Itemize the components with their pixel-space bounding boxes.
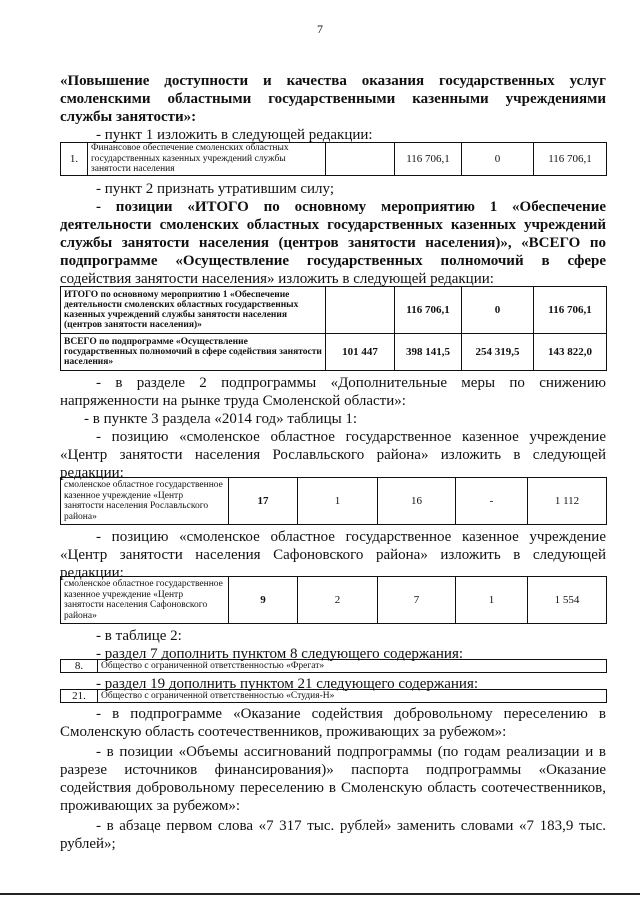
table4-c4: 1 xyxy=(456,577,528,624)
table2-row1-c4: 116 706,1 xyxy=(534,287,607,334)
item2-text: - пункт 2 признать утратившим силу; xyxy=(96,181,335,197)
table2-row1-label: ИТОГО по основному мероприятию 1 «Обеспечение деятельности смоленских областных государственных казенных учреждений службы занятости населения (центров занятости населения)» xyxy=(61,287,326,334)
table-item1 xyxy=(60,142,607,176)
table2-row2-c1: 101 447 xyxy=(326,334,395,371)
table3-label: смоленское областное государственное казенное учреждение «Центр занятости населения Рославльского района» xyxy=(61,478,229,525)
table1-c3: 0 xyxy=(462,143,534,176)
table2-row1-c1 xyxy=(326,287,395,334)
heading-line-3: службы занятости»: xyxy=(60,109,197,125)
table3-c4: - xyxy=(456,478,528,525)
passport-line-4: проживающих за рубежом»: xyxy=(60,798,241,814)
page-number: 7 xyxy=(317,22,323,36)
page-bottom-rule xyxy=(0,893,640,895)
table3-c1: 17 xyxy=(229,478,298,525)
safonovo-line-1: - позицию «смоленское областное государственное казенное учреждение xyxy=(96,529,606,545)
passport-line-1: - в позиции «Объемы ассигнований подпрограммы (по годам реализации и в xyxy=(96,744,606,760)
table5-num: 8. xyxy=(61,660,98,673)
position-line-1: - позиции «ИТОГО по основному мероприятию 1 «Обеспечение xyxy=(96,199,606,215)
table2-row1-c2: 116 706,1 xyxy=(395,287,462,334)
item3-line: - в пункте 3 раздела «2014 год» таблицы 1: xyxy=(84,411,358,427)
position-line-3: службы занятости населения (центров занятости населения)», «ВСЕГО по xyxy=(60,235,606,251)
table3-c2: 1 xyxy=(298,478,378,525)
table2-row1-c3: 0 xyxy=(462,287,534,334)
position-line-5: содействия занятости населения» изложить в следующей редакции: xyxy=(60,271,494,287)
table6-name: Общество с ограниченной ответственностью «Студия-Н» xyxy=(98,690,607,703)
section7-line: - раздел 7 дополнить пунктом 8 следующего содержания: xyxy=(96,646,464,662)
roslavl-line-3: редакции: xyxy=(60,465,124,481)
heading-line-2: смоленскими областными государственными казенными учреждениями xyxy=(60,91,606,107)
passport-line-2: разрезе источников финансирования)» паспорта подпрограммы «Оказание xyxy=(60,762,606,778)
section2-line-1: - в разделе 2 подпрограммы «Дополнительные меры по снижению xyxy=(96,375,606,391)
position-line-2: деятельности смоленских областных государственных казенных учреждений xyxy=(60,217,606,233)
table3-c5: 1 112 xyxy=(528,478,607,525)
table4-c5: 1 554 xyxy=(528,577,607,624)
safonovo-line-3: редакции: xyxy=(60,565,124,581)
subprogram-line-1: - в подпрограмме «Оказание содействия добровольному переселению в xyxy=(96,706,606,722)
table2-intro: - в таблице 2: xyxy=(96,628,182,644)
table6-num: 21. xyxy=(61,690,98,703)
table-safonovo xyxy=(60,576,607,624)
roslavl-line-1: - позицию «смоленское областное государственное казенное учреждение xyxy=(96,429,606,445)
passport-line-3: содействия добровольному переселению в Смоленскую область соотечественников, xyxy=(60,780,606,796)
table2-row2-c3: 254 319,5 xyxy=(462,334,534,371)
table-item21 xyxy=(60,689,607,703)
table3-c3: 16 xyxy=(378,478,456,525)
heading-line-1: «Повышение доступности и качества оказания государственных услуг xyxy=(60,73,606,89)
table2-row2-c2: 398 141,5 xyxy=(395,334,462,371)
table4-c2: 2 xyxy=(298,577,378,624)
table4-c1: 9 xyxy=(229,577,298,624)
table1-c4: 116 706,1 xyxy=(534,143,607,176)
table5-name: Общество с ограниченной ответственностью «Фрегат» xyxy=(98,660,607,673)
table1-c1 xyxy=(326,143,395,176)
table1-label: Финансовое обеспечение смоленских областных государственных казенных учреждений службы занятости населения xyxy=(88,143,326,176)
table4-label: смоленское областное государственное казенное учреждение «Центр занятости населения Сафоновского района» xyxy=(61,577,229,624)
item1-intro: - пункт 1 изложить в следующей редакции: xyxy=(96,127,373,143)
table1-c2: 116 706,1 xyxy=(395,143,462,176)
section2-line-2: напряженности на рынке труда Смоленской области»: xyxy=(60,393,406,409)
table-totals xyxy=(60,286,607,371)
table-item8 xyxy=(60,659,607,673)
abzac-line-2: рублей»; xyxy=(60,836,116,852)
subprogram-line-2: Смоленскую область соотечественников, проживающих за рубежом»: xyxy=(60,724,507,740)
table1-num: 1. xyxy=(61,143,88,176)
section19-line: - раздел 19 дополнить пунктом 21 следующего содержания: xyxy=(96,676,479,692)
table-roslavl xyxy=(60,477,607,525)
table4-c3: 7 xyxy=(378,577,456,624)
table2-row2-c4: 143 822,0 xyxy=(534,334,607,371)
table2-row2-label: ВСЕГО по подпрограмме «Осуществление государственных полномочий в сфере содействия занятости населения» xyxy=(61,334,326,371)
safonovo-line-2: «Центр занятости населения Сафоновского района» изложить в следующей xyxy=(60,547,606,563)
roslavl-line-2: «Центр занятости населения Рославльского района» изложить в следующей xyxy=(60,447,606,463)
position-line-4: подпрограмме «Осуществление государственных полномочий в сфере xyxy=(60,253,606,269)
abzac-line-1: - в абзаце первом слова «7 317 тыс. рублей» заменить словами «7 183,9 тыс. xyxy=(96,818,606,834)
